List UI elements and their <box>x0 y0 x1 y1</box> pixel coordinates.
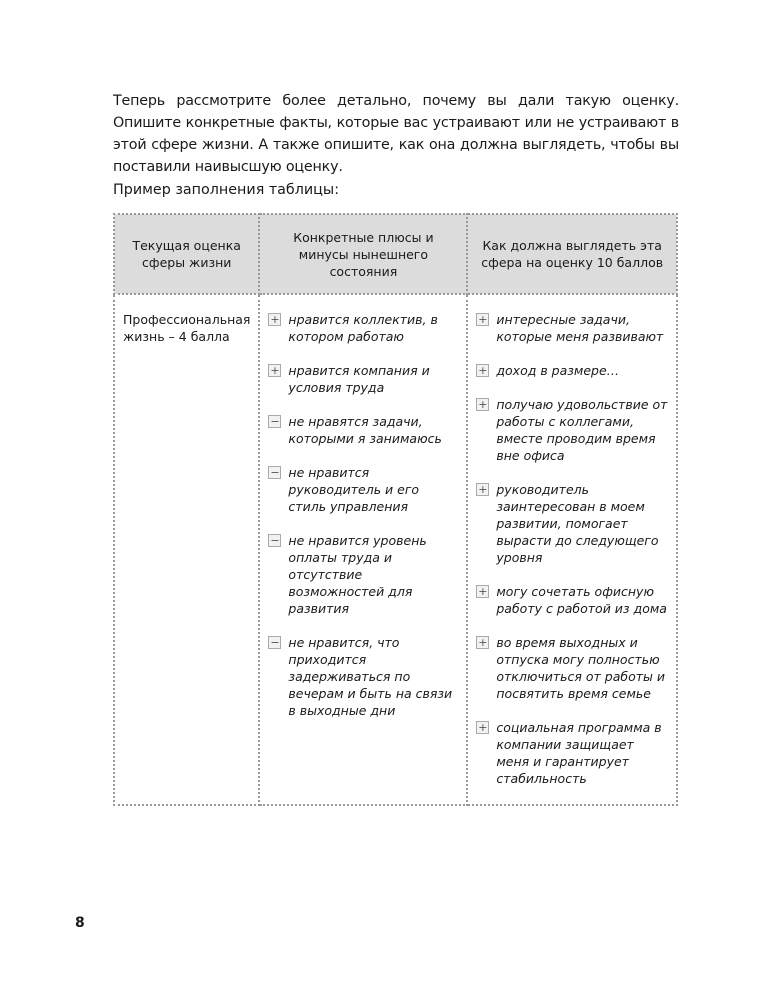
plus-icon: + <box>478 721 488 734</box>
item-text: руководитель заинтересован в моем развитии, помогает вырасти до следующего уровня <box>496 482 659 565</box>
table-caption: Пример заполнения таблицы: <box>113 182 340 198</box>
item-text: не нравится, что приходится задерживаться по вечерам и быть на связи в выходные дни <box>288 635 453 718</box>
current-rating: Профессиональная жизнь – 4 балла <box>114 294 259 805</box>
plus-icon: + <box>478 585 488 598</box>
item-text: нравится коллектив, в котором работаю <box>288 312 438 344</box>
list-item <box>268 464 458 515</box>
plus-icon: + <box>270 364 280 377</box>
item-text: не нравится уровень оплаты труда и отсутствие возможностей для развития <box>288 533 427 616</box>
plus-icon: + <box>478 364 488 377</box>
list-item <box>476 719 668 787</box>
header-current: Текущая оценка сферы жизни <box>114 214 259 294</box>
list-item <box>476 481 668 566</box>
item-text: во время выходных и отпуска могу полностью отключиться от работы и посвятить время семье <box>496 635 665 701</box>
intro-text: Теперь рассмотрите более детально, почему вы дали такую оценку. Опишите конкретные факты, которые вас устраивают или не устраивают в этой сфере жизни. А также опишите, как она должна выглядеть, чтобы вы поставили наивысшую оценку. <box>113 93 679 175</box>
list-item <box>476 362 668 379</box>
plus-icon: + <box>478 483 488 496</box>
list-item <box>476 583 668 617</box>
list-item <box>476 311 668 345</box>
pros-cons-list <box>259 294 467 805</box>
ideal-list <box>467 294 677 805</box>
item-text: не нравится руководитель и его стиль управления <box>288 465 420 514</box>
minus-icon: − <box>270 466 280 479</box>
item-text: интересные задачи, которые меня развивают <box>496 312 664 344</box>
list-item <box>268 634 458 719</box>
item-text: доход в размере… <box>496 363 620 378</box>
list-item <box>268 532 458 617</box>
item-text: социальная программа в компании защищает меня и гарантирует стабильность <box>496 720 662 786</box>
list-item <box>476 396 668 464</box>
item-text: получаю удовольствие от работы с коллегами, вместе проводим время вне офиса <box>496 397 668 463</box>
item-text: могу сочетать офисную работу с работой из дома <box>496 584 667 616</box>
header-ideal: Как должна выглядеть эта сфера на оценку 10 баллов <box>467 214 677 294</box>
page-number: 8 <box>75 915 85 931</box>
list-item <box>476 634 668 702</box>
item-text: не нравятся задачи, которыми я занимаюсь <box>288 414 442 446</box>
plus-icon: + <box>478 313 488 326</box>
plus-icon: + <box>478 398 488 411</box>
plus-icon: + <box>270 313 280 326</box>
minus-icon: − <box>270 636 280 649</box>
list-item <box>268 311 458 345</box>
list-item <box>268 413 458 447</box>
plus-icon: + <box>478 636 488 649</box>
list-item <box>268 362 458 396</box>
header-pros-cons: Конкретные плюсы и минусы нынешнего состояния <box>259 214 467 294</box>
minus-icon: − <box>270 415 280 428</box>
item-text: нравится компания и условия труда <box>288 363 430 395</box>
minus-icon: − <box>270 534 280 547</box>
example-table <box>113 213 678 806</box>
